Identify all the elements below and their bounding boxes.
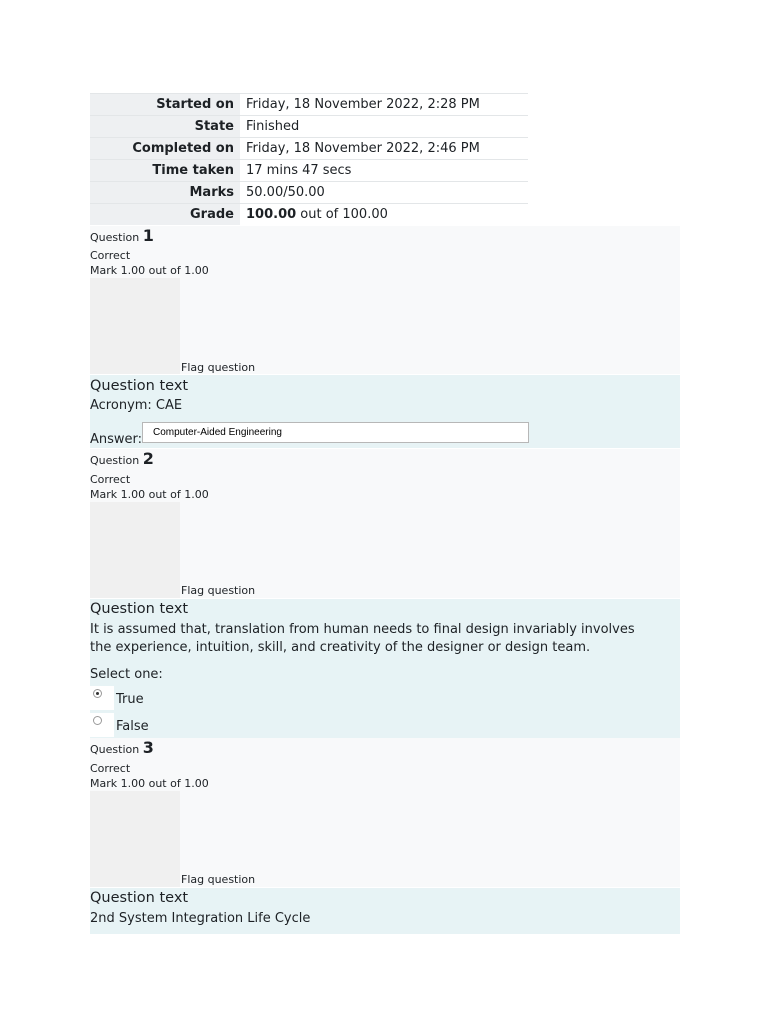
question-number: 3 bbox=[142, 738, 154, 757]
question-3-status: Correct bbox=[90, 762, 131, 775]
question-1-answer-input[interactable] bbox=[142, 422, 529, 443]
question-1-info-panel bbox=[90, 278, 180, 374]
summary-value: Friday, 18 November 2022, 2:46 PM bbox=[240, 138, 528, 160]
question-3-title: Question text bbox=[90, 890, 189, 906]
option-label: True bbox=[116, 692, 144, 707]
radio-selected-icon[interactable] bbox=[93, 689, 102, 698]
grade-out-of: out of 100.00 bbox=[296, 207, 388, 222]
question-3-number bbox=[90, 738, 154, 757]
question-2-content bbox=[90, 599, 680, 738]
question-1-title: Question text bbox=[90, 378, 189, 394]
question-2-number bbox=[90, 449, 154, 468]
question-1-info bbox=[90, 226, 680, 374]
question-label: Question bbox=[90, 231, 140, 244]
question-3-content bbox=[90, 888, 680, 934]
question-label: Question bbox=[90, 743, 140, 756]
summary-row bbox=[90, 138, 528, 160]
attempt-summary-table bbox=[90, 93, 528, 225]
question-1-flag-link[interactable]: Flag question bbox=[181, 361, 256, 374]
question-3-text: 2nd System Integration Life Cycle bbox=[90, 911, 311, 926]
question-1-content bbox=[90, 375, 680, 448]
question-2-info-panel bbox=[90, 502, 180, 598]
question-2-info bbox=[90, 449, 680, 598]
summary-row bbox=[90, 116, 528, 138]
summary-value: Friday, 18 November 2022, 2:28 PM bbox=[240, 94, 528, 116]
summary-value: 17 mins 47 secs bbox=[240, 160, 528, 182]
question-2-flag-link[interactable]: Flag question bbox=[181, 584, 256, 597]
summary-value bbox=[240, 204, 528, 226]
question-number: 2 bbox=[142, 449, 154, 468]
summary-row bbox=[90, 94, 528, 116]
question-1-mark: Mark 1.00 out of 1.00 bbox=[90, 264, 209, 277]
question-1-text: Acronym: CAE bbox=[90, 398, 183, 413]
option-false[interactable] bbox=[90, 713, 290, 737]
summary-value: Finished bbox=[240, 116, 528, 138]
question-2-title: Question text bbox=[90, 601, 189, 617]
summary-row bbox=[90, 182, 528, 204]
summary-key: Started on bbox=[90, 94, 240, 116]
question-2-mark: Mark 1.00 out of 1.00 bbox=[90, 488, 209, 501]
question-3-info-panel bbox=[90, 791, 180, 887]
question-number: 1 bbox=[142, 226, 154, 245]
option-true[interactable] bbox=[90, 686, 290, 710]
question-3-info bbox=[90, 738, 680, 887]
question-1-number bbox=[90, 226, 154, 245]
question-1-status: Correct bbox=[90, 249, 131, 262]
question-3-flag-link[interactable]: Flag question bbox=[181, 873, 256, 886]
question-2-text: It is assumed that, translation from human needs to final design invariably involves the experience, intuition, skill, and creativity of the designer or design team. bbox=[90, 622, 635, 655]
question-3-mark: Mark 1.00 out of 1.00 bbox=[90, 777, 209, 790]
question-1-answer-label: Answer: bbox=[90, 432, 143, 447]
question-label: Question bbox=[90, 454, 140, 467]
summary-key: Grade bbox=[90, 204, 240, 226]
radio-unselected-icon[interactable] bbox=[93, 716, 102, 725]
summary-value: 50.00/50.00 bbox=[240, 182, 528, 204]
summary-key: Completed on bbox=[90, 138, 240, 160]
summary-key: Marks bbox=[90, 182, 240, 204]
summary-key: State bbox=[90, 116, 240, 138]
grade-score: 100.00 bbox=[246, 207, 297, 222]
summary-row bbox=[90, 160, 528, 182]
question-2-prompt: Select one: bbox=[90, 667, 163, 682]
summary-row bbox=[90, 204, 528, 226]
question-2-status: Correct bbox=[90, 473, 131, 486]
option-label: False bbox=[116, 719, 149, 734]
summary-key: Time taken bbox=[90, 160, 240, 182]
